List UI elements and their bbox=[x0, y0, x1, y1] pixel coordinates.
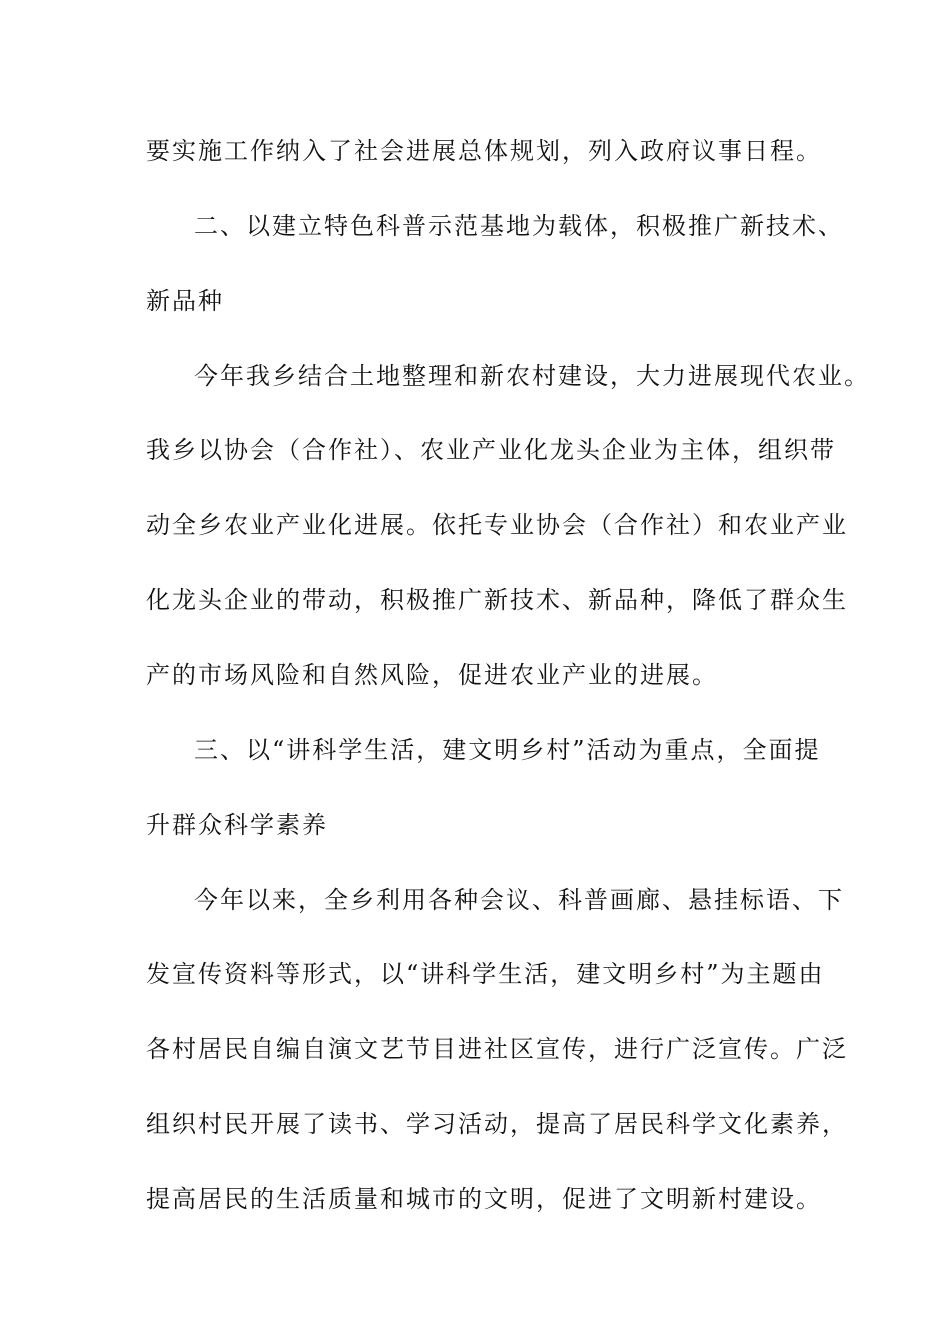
body-line: 化龙头企业的带动，积极推广新技术、新品种，降低了群众生 bbox=[146, 586, 848, 614]
section-heading-line: 新品种 bbox=[146, 287, 224, 315]
body-line: 要实施工作纳入了社会进展总体规划，列入政府议事日程。 bbox=[146, 137, 822, 165]
section-heading-line: 三、以“讲科学生活，建文明乡村”活动为重点，全面提 bbox=[194, 736, 821, 764]
body-line: 组织村民开展了读书、学习活动，提高了居民科学文化素养， bbox=[146, 1110, 848, 1138]
section-heading-line: 升群众科学素养 bbox=[146, 811, 328, 839]
body-line: 发宣传资料等形式，以“讲科学生活，建文明乡村”为主题由 bbox=[146, 960, 825, 988]
section-heading-line: 二、以建立特色科普示范基地为载体，积极推广新技术、 bbox=[194, 212, 844, 240]
body-line: 提高居民的生活质量和城市的文明，促进了文明新村建设。 bbox=[146, 1185, 822, 1213]
body-line: 今年以来，全乡利用各种会议、科普画廊、悬挂标语、下 bbox=[194, 886, 844, 914]
body-line: 动全乡农业产业化进展。依托专业协会（合作社）和农业产业 bbox=[146, 511, 848, 539]
body-line: 我乡以协会（合作社）、农业产业化龙头企业为主体，组织带 bbox=[146, 436, 836, 464]
body-line: 各村居民自编自演文艺节目进社区宣传，进行广泛宣传。广泛 bbox=[146, 1035, 848, 1063]
body-line: 产的市场风险和自然风险，促进农业产业的进展。 bbox=[146, 661, 718, 689]
body-line: 今年我乡结合土地整理和新农村建设，大力进展现代农业。 bbox=[194, 362, 870, 390]
